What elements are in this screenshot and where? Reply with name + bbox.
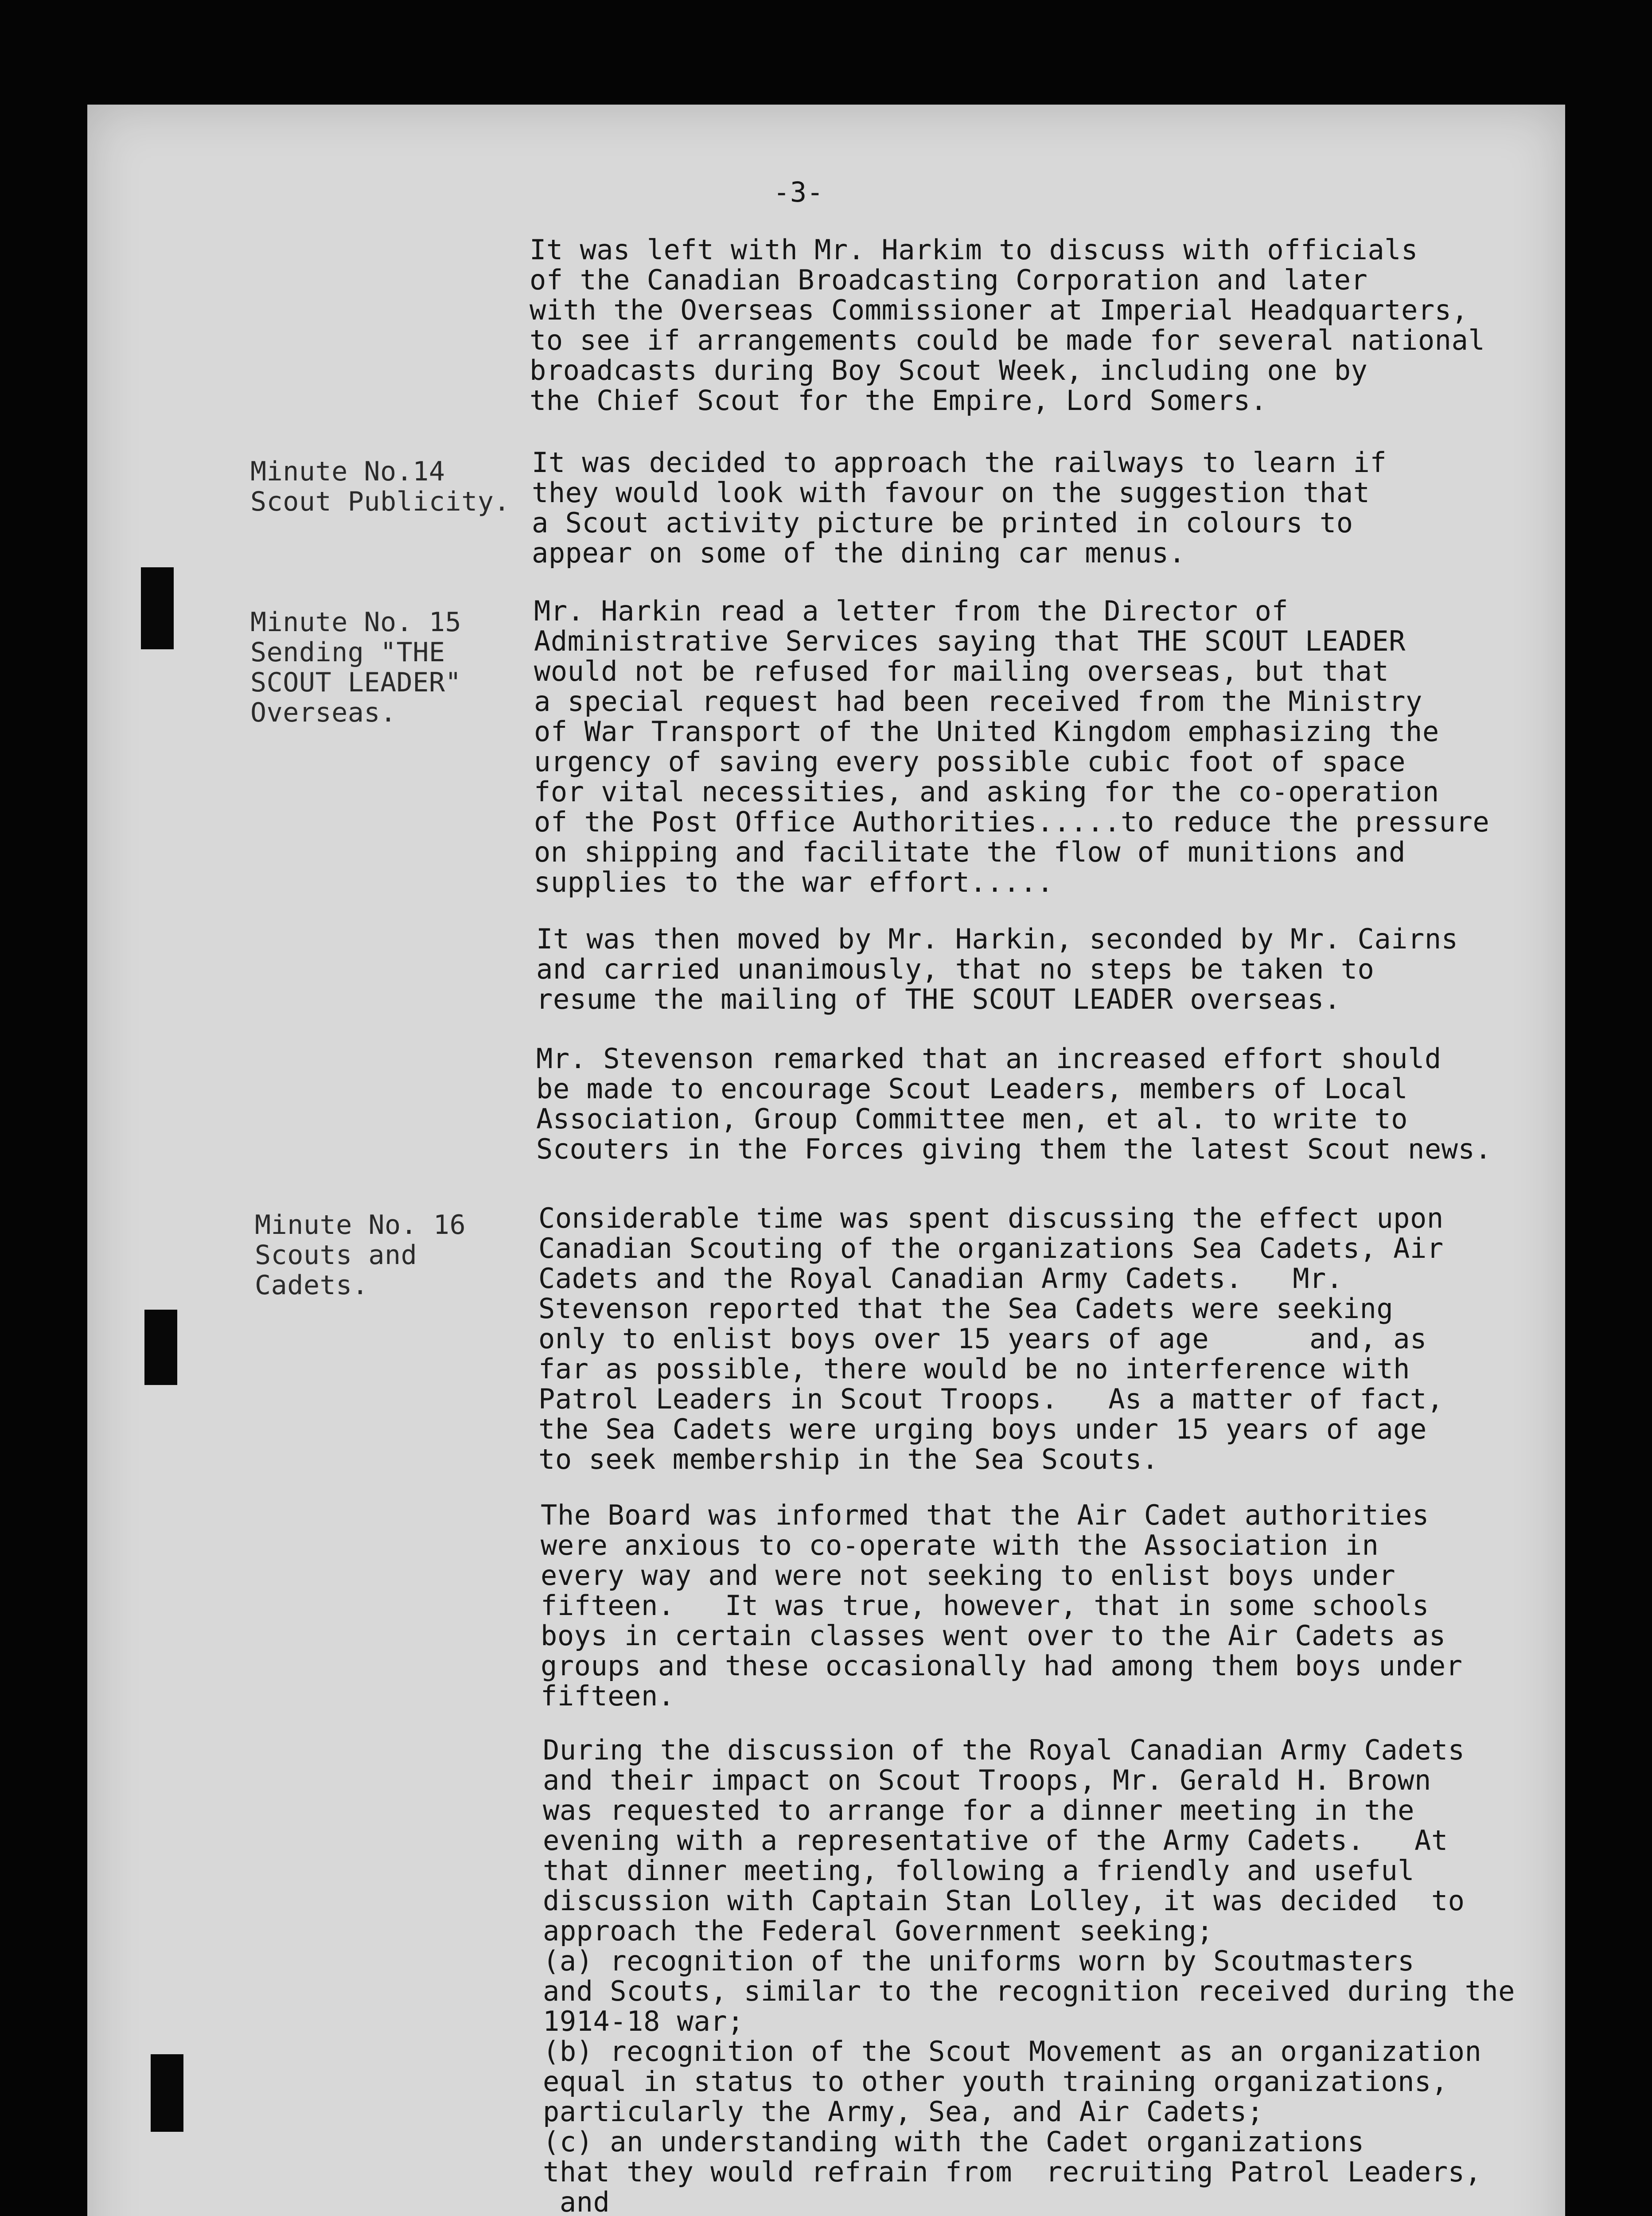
text-line: discussion with Captain Stan Lolley, it was decided to [543, 1884, 1465, 1917]
intro-paragraph [530, 235, 1485, 416]
text-line: It was decided to approach the railways to learn if [532, 446, 1387, 479]
text-line: particularly the Army, Sea, and Air Cadets; [543, 2095, 1264, 2128]
minute-16-paragraph-1 [538, 1203, 1444, 1475]
text-line: Stevenson reported that the Sea Cadets were seeking [538, 1292, 1394, 1325]
minute-16-paragraph-2 [541, 1500, 1463, 1711]
minute-15-paragraph-2 [536, 924, 1458, 1014]
minute-14-heading [250, 456, 510, 517]
text-line: Canadian Scouting of the organizations Sea Cadets, Air [538, 1232, 1444, 1264]
text-line: Minute No. 15 [250, 607, 462, 638]
text-line: supplies to the war effort..... [534, 866, 1054, 898]
text-line: The Board was informed that the Air Cadet authorities [541, 1499, 1429, 1531]
text-line: SCOUT LEADER" [250, 667, 462, 698]
text-line: and Scouts, similar to the recognition received during the [543, 1975, 1515, 2007]
text-line: of the Post Office Authorities.....to reduce the pressure [534, 806, 1490, 838]
text-line: of the Canadian Broadcasting Corporation and later [530, 264, 1368, 296]
text-line: (c) an understanding with the Cadet organizations [543, 2126, 1364, 2158]
text-line: Minute No.14 [250, 456, 445, 487]
text-line: fifteen. [541, 1680, 675, 1712]
text-line: far as possible, there would be no interference with [538, 1353, 1410, 1385]
text-line: (b) recognition of the Scout Movement as an organization [543, 2035, 1482, 2068]
margin-bar-3 [151, 2054, 183, 2132]
minute-15-heading [250, 607, 461, 728]
minute-14-text [532, 448, 1387, 568]
text-line: the Sea Cadets were urging boys under 15 years of age [538, 1413, 1427, 1445]
text-line: every way and were not seeking to enlist boys under [541, 1559, 1396, 1592]
text-line: approach the Federal Government seeking; [543, 1915, 1214, 1947]
text-line: groups and these occasionally had among them boys under [541, 1650, 1463, 1682]
text-line: Mr. Harkin read a letter from the Director of [534, 595, 1289, 627]
text-line: Mr. Stevenson remarked that an increased effort should [536, 1042, 1442, 1075]
text-line: a special request had been received from the Ministry [534, 685, 1422, 718]
text-line: It was then moved by Mr. Harkin, seconded by Mr. Cairns [536, 923, 1458, 955]
text-line: to see if arrangements could be made for several national [530, 324, 1485, 356]
text-line: Patrol Leaders in Scout Troops. As a matter of fact, [538, 1383, 1444, 1415]
text-line: on shipping and facilitate the flow of munitions and [534, 836, 1406, 868]
text-line: 1914-18 war; [543, 2005, 744, 2037]
text-line: were anxious to co-operate with the Association in [541, 1529, 1379, 1561]
text-line: with the Overseas Commissioner at Imperial Headquarters, [530, 294, 1469, 326]
minute-16-heading [255, 1210, 466, 1300]
text-line: Association, Group Committee men, et al. to write to [536, 1103, 1408, 1135]
text-line: Minute No. 16 [255, 1209, 466, 1241]
text-line: equal in status to other youth training organizations, [543, 2065, 1448, 2098]
text-line: of War Transport of the United Kingdom emphasizing the [534, 715, 1439, 748]
minute-15-paragraph-3 [536, 1044, 1492, 1164]
text-line: Overseas. [250, 697, 397, 728]
text-line: and [543, 2186, 610, 2216]
text-line: Scouts and [255, 1240, 417, 1271]
text-line: urgency of saving every possible cubic foot of space [534, 745, 1406, 778]
text-line: Scouters in the Forces giving them the latest Scout news. [536, 1133, 1492, 1165]
text-line: resume the mailing of THE SCOUT LEADER overseas. [536, 983, 1341, 1015]
text-line: for vital necessities, and asking for the co-operation [534, 776, 1439, 808]
text-line: Cadets and the Royal Canadian Army Cadets. Mr. [538, 1262, 1343, 1295]
text-line: Scout Publicity. [250, 486, 510, 517]
text-line: only to enlist boys over 15 years of age and, as [538, 1323, 1427, 1355]
text-line: that they would refrain from recruiting Patrol Leaders, [543, 2156, 1482, 2188]
text-line: be made to encourage Scout Leaders, members of Local [536, 1073, 1408, 1105]
text-line: that dinner meeting, following a friendly and useful [543, 1854, 1415, 1887]
text-line: Considerable time was spent discussing the effect upon [538, 1202, 1444, 1234]
text-line: would not be refused for mailing overseas, but that [534, 655, 1389, 687]
text-line: the Chief Scout for the Empire, Lord Somers. [530, 384, 1267, 417]
text-line: During the discussion of the Royal Canadian Army Cadets [543, 1734, 1465, 1766]
text-line: Cadets. [255, 1270, 369, 1301]
text-line: and carried unanimously, that no steps be taken to [536, 953, 1375, 985]
text-line: a Scout activity picture be printed in colours to [532, 507, 1353, 539]
text-line: evening with a representative of the Army Cadets. At [543, 1824, 1448, 1857]
page-number: -3- [773, 176, 824, 208]
margin-bar-2 [144, 1310, 177, 1385]
text-line: It was left with Mr. Harkim to discuss with officials [530, 234, 1418, 266]
minute-15-paragraph-1 [534, 596, 1489, 897]
text-line: was requested to arrange for a dinner meeting in the [543, 1794, 1415, 1826]
text-line: to seek membership in the Sea Scouts. [538, 1443, 1159, 1475]
text-line: broadcasts during Boy Scout Week, including one by [530, 354, 1368, 386]
text-line: (a) recognition of the uniforms worn by Scoutmasters [543, 1945, 1415, 1977]
margin-bar-1 [141, 567, 174, 649]
text-line: boys in certain classes went over to the Air Cadets as [541, 1619, 1446, 1652]
text-line: appear on some of the dining car menus. [532, 537, 1186, 569]
text-line: Sending "THE [250, 637, 445, 668]
text-line: fifteen. It was true, however, that in some schools [541, 1589, 1429, 1622]
minute-16-paragraph-3 [543, 1735, 1515, 2216]
text-line: Administrative Services saying that THE SCOUT LEADER [534, 625, 1406, 657]
text-line: they would look with favour on the suggestion that [532, 476, 1370, 509]
text-line: and their impact on Scout Troops, Mr. Gerald H. Brown [543, 1764, 1431, 1796]
